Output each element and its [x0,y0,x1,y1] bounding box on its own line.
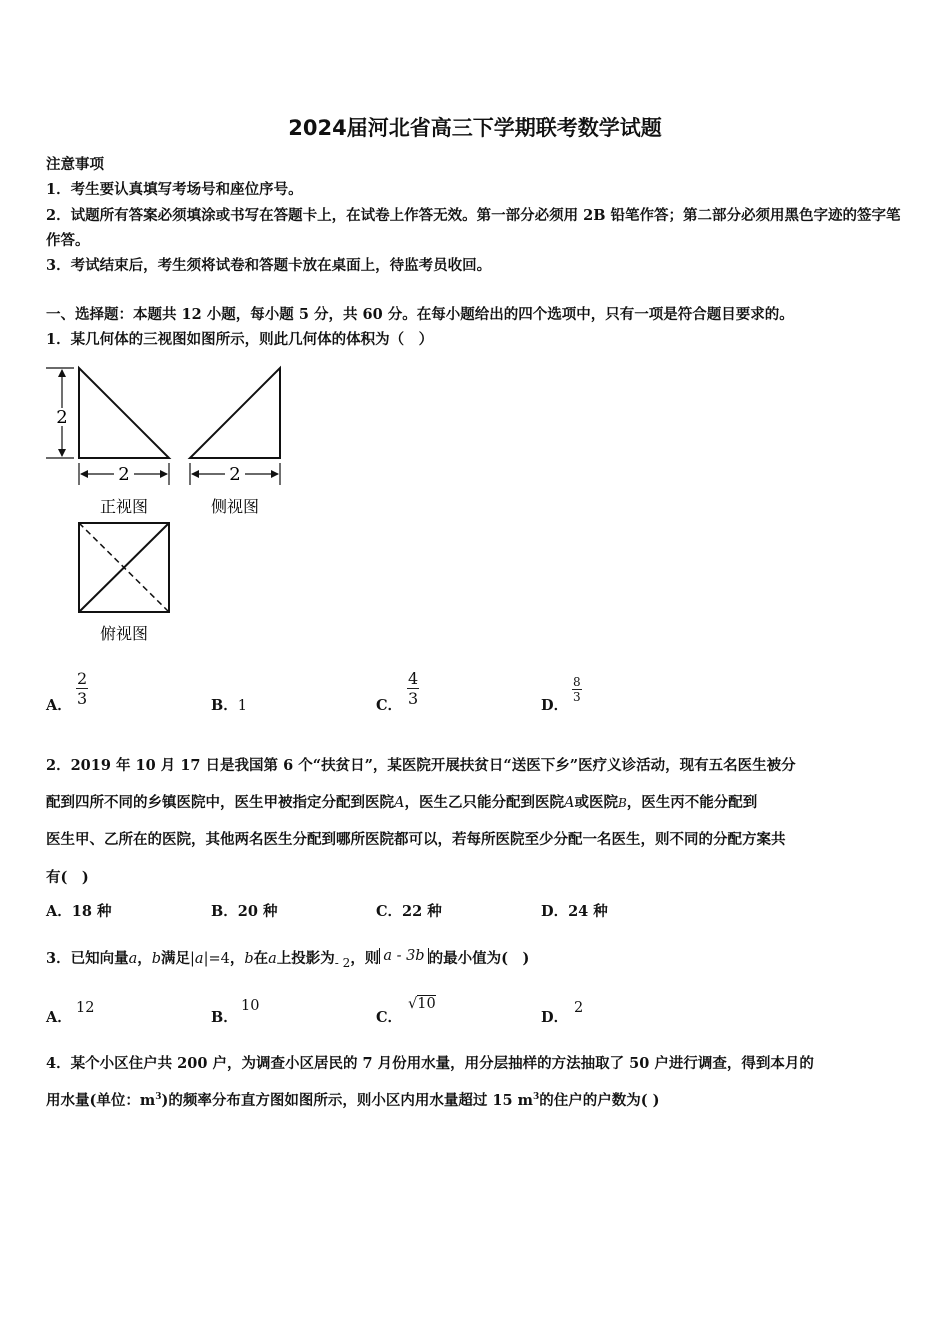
q1-option-a-fraction [76,669,88,708]
q3-abs-a: |a| [190,951,209,967]
front-height-label: 2 [56,407,68,428]
front-view-triangle [79,368,169,458]
q3-option-d-value: 2 [574,1000,584,1016]
q3-stem [46,947,529,968]
q2-option-b [211,900,278,921]
q3-comma-2: ， [229,950,245,967]
q3-projection: - 2 [334,956,351,970]
notice-heading: 注意事项 [46,156,104,173]
q3-vec-a-2: a [268,951,277,967]
q1-option-c-label: C． [376,697,403,714]
q1-option-b-label: B． [211,697,238,714]
q2-option-c-value: 22 种 [402,903,442,920]
q2-var-a-2: A [563,795,575,811]
q2-option-d-label: D． [541,903,569,920]
side-view-label: 侧视图 [210,497,260,516]
notice-item-1: 1．考生要认真填写考场号和座位序号。 [46,181,303,198]
q1-option-c-fraction [407,669,419,708]
q3-option-d-label: D． [541,1009,569,1026]
q1-option-a-den: 3 [77,689,88,708]
q2-option-d [541,900,608,921]
q3-option-a-label: A． [46,1009,72,1026]
q1-option-a-label: A． [46,697,72,714]
q1-option-d-label: D． [541,697,569,714]
front-view-label: 正视图 [99,497,149,516]
q4-line-1: 4．某个小区住户共 200 户，为调查小区居民的 7 月份用水量，用分层抽样的方法抽取了 50 户进行调查，得到本月的 [46,1055,814,1072]
q3-option-c-value: 10 [417,996,436,1012]
q1-option-d-num: 8 [573,675,581,689]
q4-text-c: 的住户的户数为( ) [539,1092,660,1109]
side-width-label: 2 [229,464,241,485]
side-view-triangle [190,368,280,458]
q3-abs-expr: a - 3b [379,948,428,964]
q3-vec-b-2: b [244,951,254,967]
q2-line-4: 有( ) [46,869,89,886]
q1-option-b-value: 1 [237,698,247,714]
q1-option-a-num: 2 [77,669,88,688]
q3-option-c-sqrt [408,996,436,1012]
q4-sup-1: 3 [155,1092,162,1103]
notice-item-2: 2．试题所有答案必须填涂或书写在答题卡上，在试卷上作答无效。第一部分必须用 2B 铅笔作答；第二部分必须用黑色字迹的签字笔作答。 [46,207,901,249]
q4-line-2 [46,1089,660,1110]
q4-text-a: 用水量(单位：m [46,1092,156,1109]
q2-line-2 [46,791,757,812]
q1-stem: 1．某几何体的三视图如图所示，则此几何体的体积为（ ） [46,331,434,348]
front-width-label: 2 [118,464,130,485]
q2-option-b-label: B． [211,903,238,920]
sqrt-icon: √ [408,996,418,1012]
q2-option-b-value: 20 种 [237,903,278,920]
q2-text-a: 配到四所不同的乡镇医院中，医生甲被指定分配到医院 [46,794,394,811]
q1-option-b [211,694,247,715]
q1-option-d-fraction [572,675,582,704]
q3-option-c-label: C． [376,1009,403,1026]
q3-eq-4: =4 [208,951,230,967]
q3-text-6: 的最小值为( ) [428,950,530,967]
top-view-label: 俯视图 [99,624,149,643]
q3-text-3: 在 [253,950,269,967]
q2-option-d-value: 24 种 [568,903,608,920]
q3-text-2: 满足 [161,950,191,967]
q2-line-1: 2．2019 年 10 月 17 日是我国第 6 个“扶贫日”，某医院开展扶贫日“送医下乡”医疗义诊活动，现有五名医生被分 [46,757,796,774]
q1-option-c-num: 4 [408,669,419,688]
q3-option-b-value: 10 [241,998,260,1014]
q2-text-c: 或医院 [574,794,618,811]
q2-option-a-label: A． [46,903,72,920]
q2-line-3: 医生甲、乙所在的医院，其他两名医生分配到哪所医院都可以，若每所医院至少分配一名医生，则不同的分配方案共 [46,831,786,848]
q3-vec-b: b [151,951,162,967]
q2-option-c [376,900,442,921]
q3-text-4: 上投影为 [276,950,335,967]
q2-text-d: ，医生丙不能分配到 [626,794,758,811]
q4-text-b: )的频率分布直方图如图所示，则小区内用水量超过 15 m [161,1092,533,1109]
q3-vec-a: a [128,951,138,967]
q2-var-b: B [617,796,627,810]
q1-option-d-den: 3 [573,690,581,704]
q3-option-a-value: 12 [76,1000,95,1016]
q4-sup-2: 3 [532,1092,540,1103]
q2-var-a: A [394,795,405,811]
q2-text-b: ，医生乙只能分配到医院 [404,794,564,811]
q1-option-c-den: 3 [408,689,419,708]
q2-option-a-value: 18 种 [71,903,112,920]
q2-option-a [46,900,112,921]
section-heading: 一、选择题：本题共 12 小题，每小题 5 分，共 60 分。在每小题给出的四个选项中，只有一项是符合题目要求的。 [46,306,794,323]
q3-text-5: ，则 [350,950,380,967]
q3-comma: ， [137,950,152,967]
q2-option-c-label: C． [376,903,403,920]
q3-text-1: 3．已知向量 [46,950,129,967]
q3-option-b-label: B． [211,1009,238,1026]
notice-item-3: 3．考试结束后，考生须将试卷和答题卡放在桌面上，待监考员收回。 [46,257,492,274]
three-view-figure [40,360,300,650]
page-title: 2024届河北省高三下学期联考数学试题 [288,116,662,140]
